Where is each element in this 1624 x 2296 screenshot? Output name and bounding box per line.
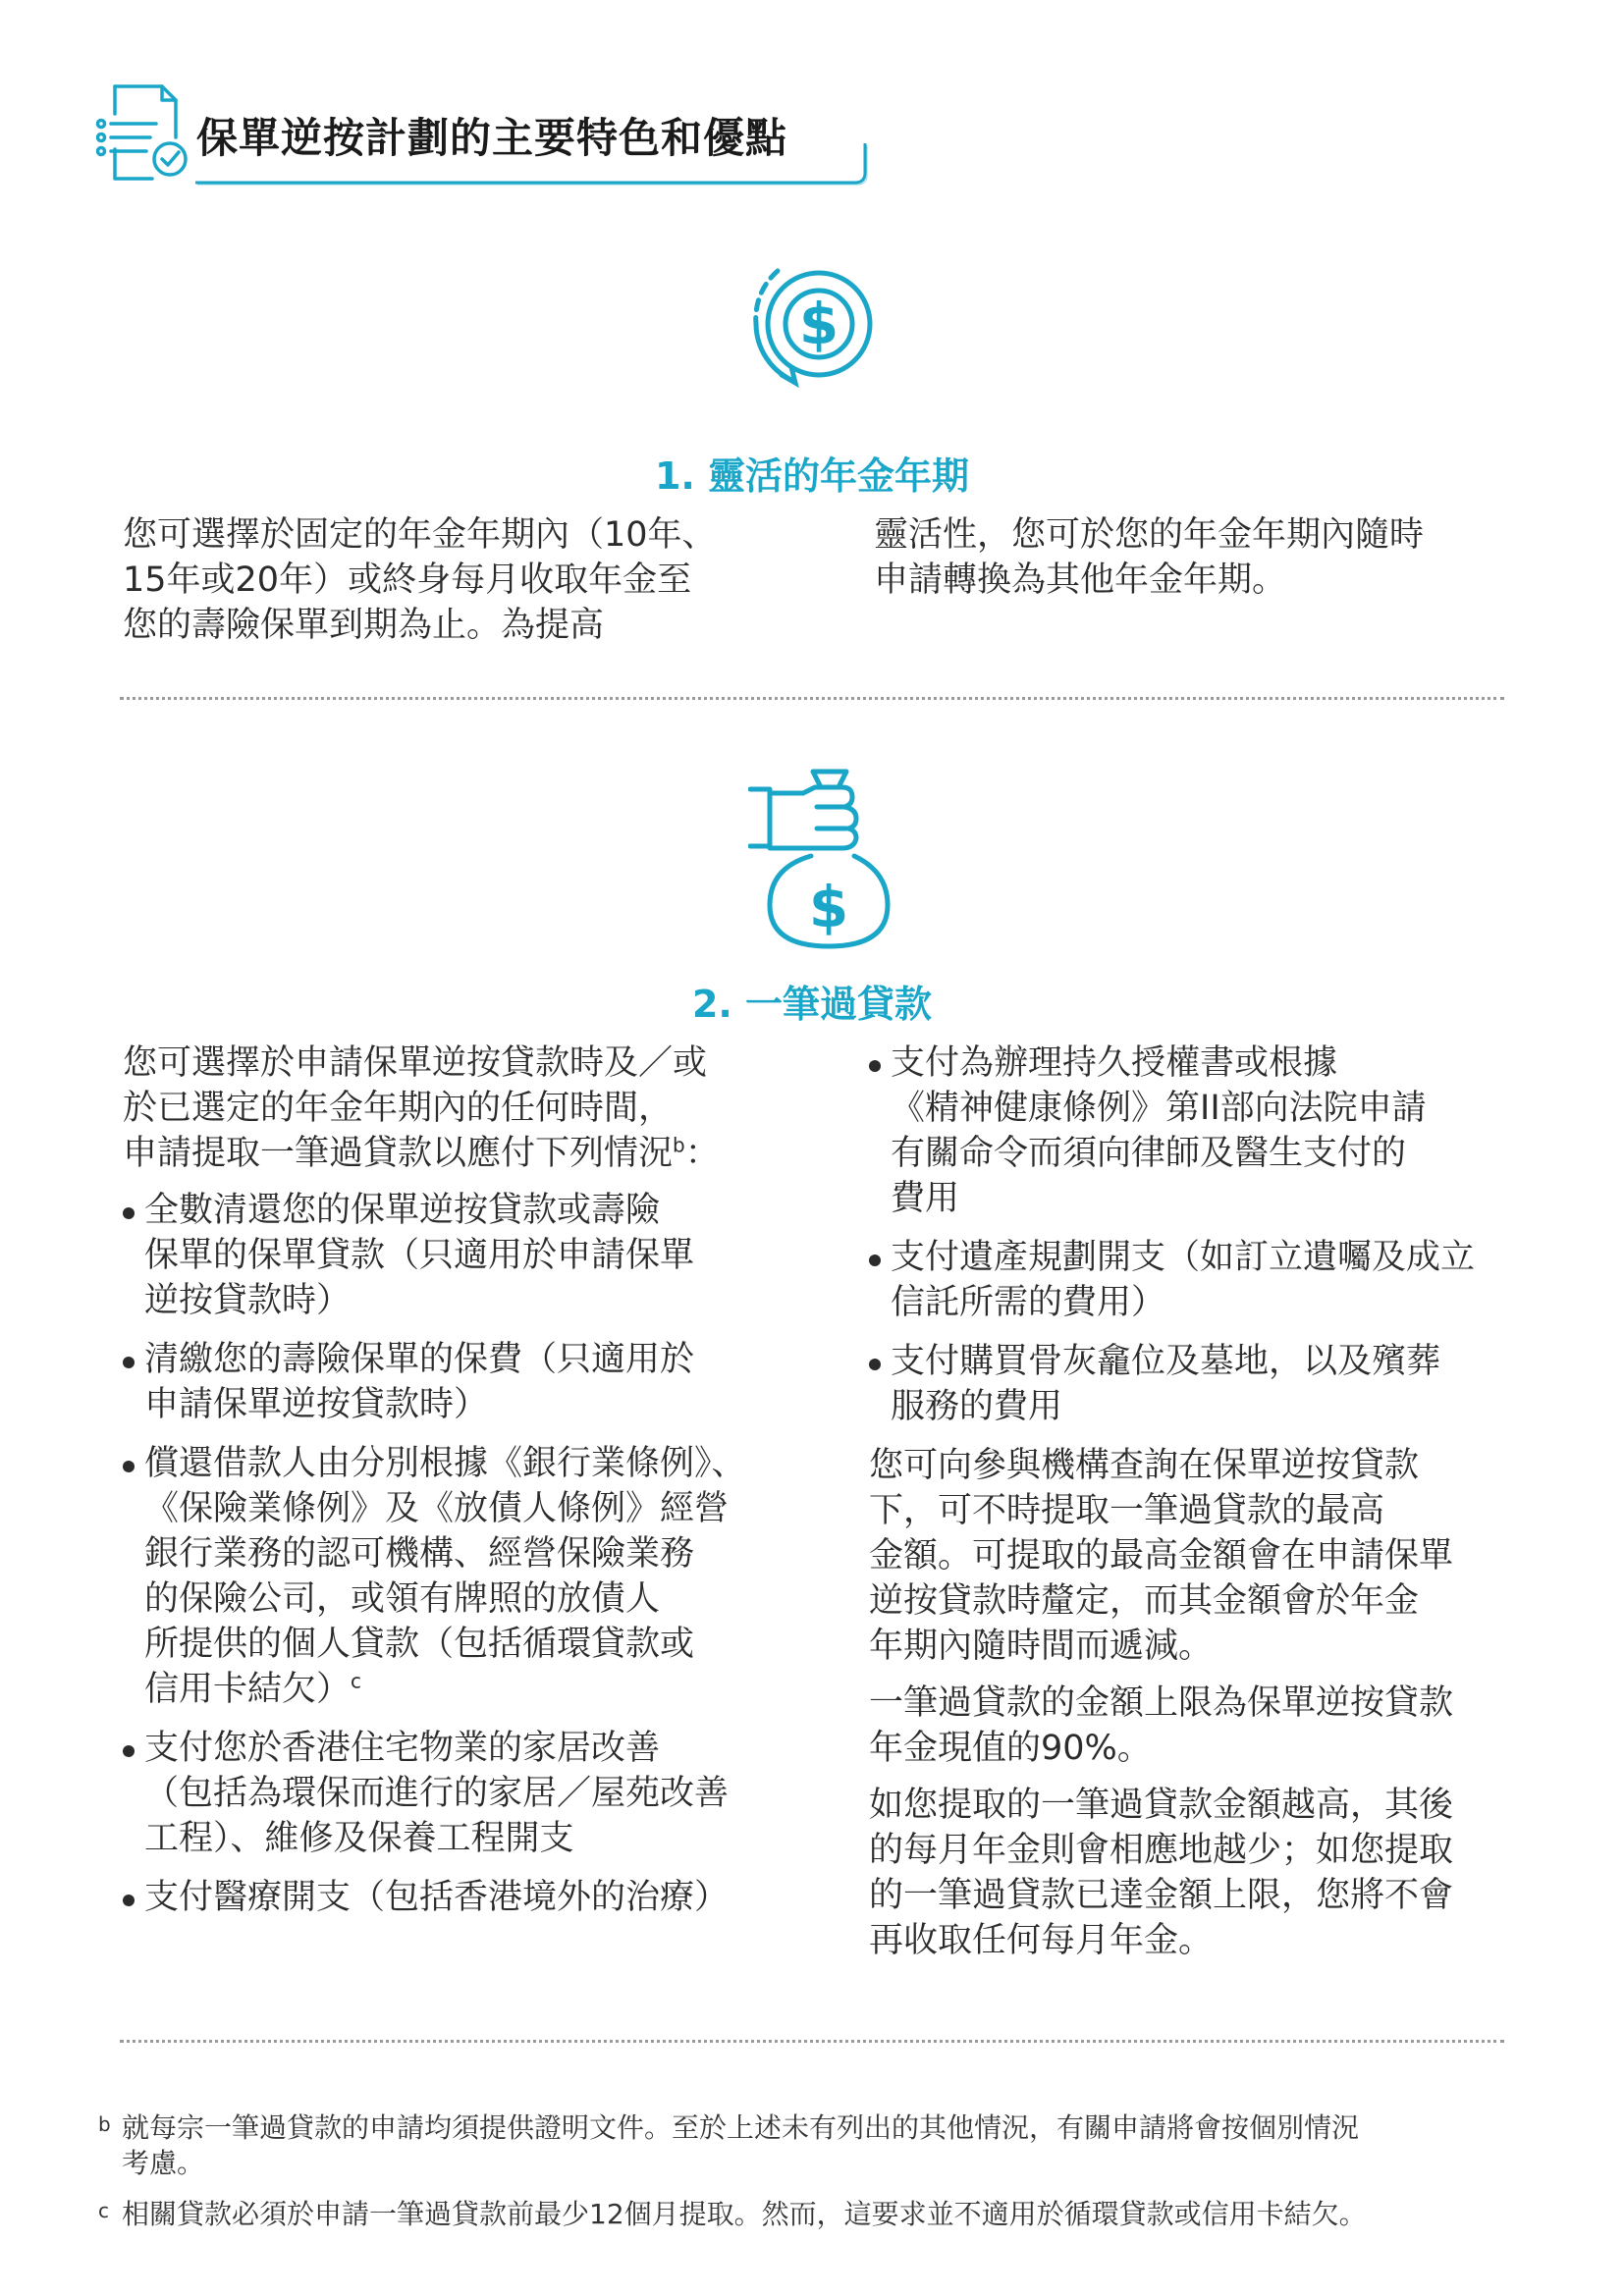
text-line: 下，可不時提取一筆過貸款的最高 [869,1491,1385,1530]
text-line: 支付醫療開支（包括香港境外的治療） [144,1878,730,1917]
text-line: 全數清還您的保單逆按貸款或壽險 [144,1191,661,1230]
list-item [123,1875,771,1920]
text-line: 的每月年金則會相應地越少；如您提取 [869,1831,1454,1870]
footnote-c [98,2197,1502,2232]
text-line: 一筆過貸款的金額上限為保單逆按貸款 [869,1683,1454,1723]
text-line: 年期內隨時間而遞減。 [869,1627,1214,1666]
text-line: 保單的保單貸款（只適用於申請保單 [144,1236,695,1275]
text-line: 15年或20年）或終身每月收取年金至 [123,561,692,600]
text-line: 償還借款人由分別根據《銀行業條例》、 [144,1444,746,1483]
text-line: 銀行業務的認可機構、經營保險業務 [144,1534,695,1574]
text-line: 的一筆過貸款已達金額上限，您將不會 [869,1876,1454,1915]
hand-money-bag-icon [748,758,895,954]
text-line: 金額。可提取的最高金額會在申請保單 [869,1536,1454,1575]
text-line: 逆按貸款時） [144,1281,352,1320]
section-2-left-column [123,1041,771,1934]
page-title: 保單逆按計劃的主要特色和優點 [196,114,788,162]
dotted-divider [120,697,1504,700]
text-line: 您可選擇於固定的年金年期內（10年、 [123,515,717,555]
text-line: 支付您於香港住宅物業的家居改善 [144,1729,661,1768]
text-line: （包括為環保而進行的家居／屋苑改善 [144,1774,730,1813]
list-item [123,1337,771,1427]
text-line: 支付為辦理持久授權書或根據 [891,1043,1338,1083]
footnote-b [98,2110,1502,2181]
footnote-ref: c [351,1669,362,1693]
text-line: 於已選定的年金年期內的任何時間， [123,1089,674,1128]
text-line: 信託所需的費用） [891,1283,1166,1322]
text-line: 考慮。 [122,2147,205,2179]
text-line: 再收取任何每月年金。 [869,1921,1214,1960]
text-line: 如您提取的一筆過貸款金額越高，其後 [869,1786,1454,1825]
text-line: 您的壽險保單到期為止。為提高 [123,606,605,645]
list-item [869,1041,1507,1221]
text-line: 《保險業條例》及《放債人條例》經營 [144,1489,730,1528]
list-item [123,1441,771,1712]
section-2-title: 2. 一筆過貸款 [691,983,933,1026]
text-line: 支付購買骨灰龕位及墓地，以及殯葬 [891,1342,1441,1381]
text-line: 申請轉換為其他年金年期。 [874,561,1287,600]
text-line: 您可選擇於申請保單逆按貸款時及／或 [123,1043,708,1083]
text-line: 清繳您的壽險保單的保費（只適用於 [144,1340,695,1379]
text-line: 您可向參與機構查詢在保單逆按貸款 [869,1446,1420,1485]
text-line: 服務的費用 [891,1387,1063,1426]
section-1-left-text [123,512,771,648]
section-1-right-text [874,512,1502,603]
document-check-icon [98,86,187,179]
text-line: 相關貸款必須於申請一筆過貸款前最少12個月提取。然而，這要求並不適用於循環貸款或信用卡結欠。 [122,2198,1367,2230]
list-item [123,1726,771,1861]
text-line: 申請保單逆按貸款時） [144,1385,489,1424]
text-line: 所提供的個人貸款（包括循環貸款或 [144,1625,695,1664]
footnote-mark: c [98,2199,109,2222]
section-1-title: 1. 靈活的年金年期 [654,454,970,498]
svg-text:$: $ [798,291,839,357]
text-line: 《精神健康條例》第II部向法院申請 [891,1089,1427,1128]
text-line: 靈活性，您可於您的年金年期內隨時 [874,515,1425,555]
text-line: 年金現值的90%。 [869,1729,1152,1768]
list-item [123,1188,771,1323]
svg-text:$: $ [808,874,849,940]
text-line: 的保險公司，或領有牌照的放債人 [144,1579,661,1619]
body-paragraph [869,1783,1507,1963]
text-line: 支付遺產規劃開支（如訂立遺囑及成立 [891,1238,1476,1277]
section-2-right-column [869,1041,1507,1975]
text-line: 申請提取一筆過貸款以應付下列情況 [123,1134,674,1173]
list-item [869,1235,1507,1325]
text-line: 逆按貸款時釐定，而其金額會於年金 [869,1581,1420,1621]
text-line: 信用卡結欠） [144,1670,352,1709]
list-item [869,1339,1507,1429]
footnote-mark: b [98,2112,111,2136]
intro-paragraph [123,1041,771,1176]
text-punct: ： [684,1134,720,1173]
body-paragraph [869,1443,1507,1669]
footnote-ref: b [673,1133,685,1157]
dotted-divider [120,2040,1504,2043]
text-line: 費用 [891,1179,960,1218]
text-line: 有關命令而須向律師及醫生支付的 [891,1134,1407,1173]
text-line: 工程）、維修及保養工程開支 [144,1819,574,1858]
body-paragraph [869,1681,1507,1771]
dollar-cycle-icon [738,255,895,393]
text-line: 就每宗一筆過貸款的申請均須提供證明文件。至於上述未有列出的其他情況，有關申請將會按個別情況 [122,2111,1360,2144]
